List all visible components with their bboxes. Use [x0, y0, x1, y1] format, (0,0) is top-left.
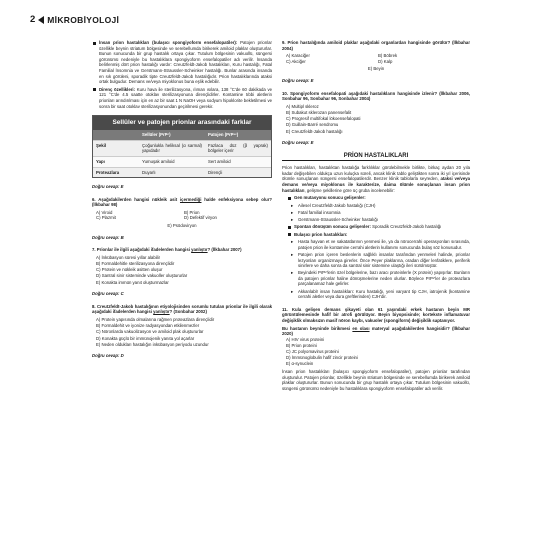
table-header-cell [93, 130, 139, 140]
options-q10 [282, 104, 470, 134]
option[interactable]: D) Santral sinir sisteminde vakuoller oluştururlar [96, 273, 188, 279]
table-header-row [93, 130, 271, 140]
group-text: Sporadik Creutzfeldt-Jakob hastalığı [372, 224, 442, 230]
bullet-title: Direnç özellikleri: [99, 86, 136, 92]
option[interactable]: D) Guillain-Barré sendromu [286, 122, 339, 128]
triangle-icon [38, 16, 44, 24]
table-title: Sellüler ve patojen prionlar arasındaki farklar [93, 116, 271, 130]
option[interactable]: D) Konakta güçlü bir immünojenik yanıta yol açarlar [96, 335, 195, 341]
question-emphasis: en olası [352, 325, 370, 331]
question-9: 9. Prion hastalığında amiloid plaklar aşağıdaki organlardan hangisinde görülür? (İlkbahar 2004) [282, 40, 470, 51]
question-8 [92, 304, 272, 315]
question-text: halde enfeksiyona sebep olur? (İlkbahar 98) [92, 196, 272, 208]
option[interactable]: C) Nöronlarda vakuolizasyon ve amiloid plak oluştururlar [96, 329, 204, 335]
answer-value: E [310, 77, 314, 83]
option[interactable]: E) Psödoviryon [167, 223, 197, 229]
table-cell: Dirençli [208, 169, 223, 175]
list-item: ▸ Beyindeki PrPᶜ'lerin özel bölgelerine, bazı aracı proteinlerle (X protein) yapışırlar. Bunların da patojen prionlar haline dönüşmelerine neden olurlar. Böylece PrPᶜ'ler de proteazlara parçalanamaz hale gelirler. [282, 270, 470, 287]
table-cell: Sert amiloid [208, 158, 231, 164]
table-row [93, 140, 271, 156]
question-text: 6. Aşağıdakilerden hangisi nükleik asit [92, 196, 180, 202]
option[interactable]: A) Multipl skleroz [286, 103, 319, 109]
genetic-group [282, 195, 470, 201]
question-10: 10. Spongiyoform ensefalopati aşağıdaki hastalıkların hangisinde izlenir? (İlkbahar 2006, Sonbahar 96, Sonbahar 96, Sonbahar 2004) [282, 90, 470, 102]
question-emphasis: yanlıştır [191, 247, 208, 253]
options-q6 [92, 210, 272, 221]
option[interactable]: E) α-synuclein [286, 361, 314, 367]
table-header-cell: Sellüler (PrPᶜ) [142, 132, 171, 138]
question-emphasis: yanlıştır [153, 309, 170, 315]
option[interactable]: B) Formaldehitle sterilizasyona dirençlidir [96, 261, 175, 267]
option[interactable]: A) Viroid [96, 209, 113, 215]
answer-label: Doğru cevap: [92, 234, 120, 240]
answer-line [282, 140, 470, 146]
option[interactable]: E) Konakta immün yanıt oluşturmazlar [96, 279, 169, 285]
option[interactable]: C) JC polyomavirus proteini [286, 349, 339, 355]
list-item: ▸ Patojen prion içeren beslenlerin sağlıklı insanlar tarafından yenmeleri halinde, prionlar lezyonları organizmaya girerler. Önce Peyer plaklarına, oradan diğer lenfatiklere, periferik sinirlere ve daha sonra da santral sinir sistemine ulaştığı ileri sürülmüştür. [282, 252, 470, 269]
answer-label: Doğru cevap: [92, 184, 120, 190]
table-cell: Fazlaca düz (β yaprak) bölgeler içerir [208, 142, 268, 154]
option[interactable]: A) İnkübasyon süresi yıllar alabilir [96, 254, 161, 260]
answer-value: D [120, 353, 124, 359]
section-intro [282, 165, 470, 193]
answer-line [282, 78, 470, 84]
closing-paragraph: İnsan prion hastalıkları (bulaşıcı spongiyoform ensefalopatiler), patojen prionlar tarafından oluşturulur. Patojen prionlar, özellikle beynin striatum bölgesinde ve serebellumda birikerek amiloid plaklar oluştururlar. Bunun sonucunda bir grup hastalık ortaya çıkar. Tutulum bölgesinin vakuollü, süngersi görünümü nedeniyle bu hastalıklara spongiyoform ensefalopatiler adı verilir. [282, 369, 470, 391]
question-text: 8. Creutzfeldt-Jakob hastalığının etiyolojisinden sorumlu tutulan prionlar ile ilgili olarak aşağıdaki ifadelerden hangisi [92, 303, 272, 315]
answer-value: B [120, 234, 124, 240]
option[interactable]: B) Formaldehit ve iyonize radyasyondan etkilenmezler [96, 323, 200, 329]
question-6 [92, 197, 272, 208]
list-item: ▸ Akkanlablr insan hastalıkları: Kuru hastalığı, yeni varyant tip CJH, iatrojenik (kontamine cerrahi aletler veya dura greftlerinden) CJH'dir. [282, 289, 470, 300]
intro-emphasis: ataksi ve/veya demans ve/veya miyoklonus ile karakterize, daima ölümle sonuçlanan insan prion hastalıkları [282, 176, 470, 193]
option[interactable]: D) İmmünoglobulin hafif zincir proteini [286, 355, 358, 361]
bullet-text: Kuru hava ile sterilizasyona, ılıman ısılara, 138 °C'de 60 dakikada ve 121 °C'de 4.5 saatte otoklav sterilizasyonuna dirençlidirler. Kontamine tıbbi aletlerin prionları arındırılması için en az bir saat 1 N NaOH veya sodyum hipoklorite bekletilmesi ve sonra bir saat otoklav sterilizasyonundan geçirilmesi gerekir. [99, 86, 272, 109]
option[interactable]: E) Neden oldukları hastalığın inkübasyon periyodu uzundur [96, 341, 209, 347]
row-label: Yapı [96, 158, 105, 164]
option[interactable]: C) Plazmit [96, 215, 116, 221]
option[interactable]: B) Subakut sklerozan panensefalit [286, 109, 352, 115]
question-emphasis: içermediği [179, 196, 202, 202]
table-cell: Çoğunlukla heliksal (α sarmal) yapıdadır [142, 142, 202, 154]
row-label: Proteazlara [96, 169, 120, 175]
option[interactable]: C) Protein ve nükleik asitten oluşur [96, 267, 163, 273]
row-label: Şekil [96, 142, 107, 148]
answer-line [92, 184, 272, 190]
option[interactable]: B) Böbrek [378, 53, 398, 59]
option[interactable]: C) Akciğer [286, 58, 306, 64]
intro-text: Prion hastalıkları, hastalıktan hastalığa farklılıklar görülebilmekle birlikte, birkaç aydan 20 yıla kadar değişebilen oldukça uzun kuluçka süreli, ancak klinik tablo geliştikten sonra iki yıl içerisinde ölümle sonuçlanan süngersi ensefalopatilerdir. Benzer klinik tablolarla seyreden, [282, 165, 470, 182]
page-number: 2 [30, 14, 36, 25]
option[interactable]: B) Prion [184, 209, 200, 215]
acquired-group [282, 232, 470, 238]
option[interactable]: C) Progresif multifokal lökoensefalopati [286, 116, 361, 122]
table-header-cell: Patojen (PrPˢᶜ) [208, 132, 239, 138]
sporadic-group [282, 224, 470, 230]
options-q8 [92, 317, 272, 347]
answer-label: Doğru cevap: [92, 353, 120, 359]
question-text: Bu hastanın beyninde birikmesi [282, 325, 353, 331]
question-11-stem [282, 326, 470, 337]
page-header [30, 14, 119, 25]
bullet-resistance [92, 87, 272, 109]
table-row [93, 156, 271, 167]
right-column [282, 40, 470, 393]
table-row [93, 167, 271, 178]
question-11 [282, 307, 470, 324]
option[interactable]: D) Kalp [378, 58, 393, 64]
answer-label: Doğru cevap: [282, 140, 310, 146]
option[interactable]: A) Karaciğer [286, 53, 310, 59]
bullet-prion-diseases [92, 40, 272, 85]
section-title: PRİON HASTALIKLARI [282, 154, 470, 162]
question-text: ? (Sonbahar 2002) [169, 309, 207, 315]
bullet-title: İnsan prion hastalıkları (bulaşıcı spongiyoform ensefalopatiler): [99, 40, 238, 45]
group-label: Bulaşıcı prion hastalıkları: [294, 231, 348, 237]
list-item: ▸ Gerstmann-Straussler-Scheinker hastalığı [282, 217, 470, 223]
left-column [92, 40, 272, 363]
question-text: materyal aşağıdakilerden hangisidir? (İlkbahar 2020) [282, 325, 470, 337]
options-q7 [92, 255, 272, 285]
list-item: ▸ Hasta hayvan et ve sakatatlarının yenmesi ile, ya da nörocerrahi operasyonları sırasında, patojen prion ile kontamine cerrahi aletlerin kullanımı sonucunda bulaş söz konusudur. [282, 239, 470, 250]
group-label: Spontan dönüşüm sonucu gelişenler: [294, 224, 371, 230]
table-cell: Yumuşak amiloid [142, 158, 175, 164]
answer-line [92, 353, 272, 359]
answer-label: Doğru cevap: [282, 77, 310, 83]
prion-comparison-table [92, 115, 272, 178]
option[interactable]: B) Prion proteini [286, 342, 317, 348]
option[interactable]: E) Beyin [367, 66, 385, 72]
list-item: ▸ Fatal familial insomnia [282, 210, 470, 216]
question-text: 11. Kula gelişen demans şikayeti olan 61 yaşındaki erkek hastanın beyin MR görüntülemesinde hafif bir atrofi görülüyor. Beyin biyopsisinde; kortekste inflamatuvar değişiklik olmaksızın masif nöron kaybı, vakuoler (spongiform) değişiklik saptanıyor. [282, 306, 470, 323]
answer-line [92, 235, 272, 241]
question-7 [92, 247, 272, 253]
list-item: ▸ Ailesel Creutzfeldt-Jakob hastalığı (CJH) [282, 203, 470, 209]
option[interactable]: D) Defektif viryon [184, 215, 217, 221]
group-label: Gen mutasyonu sonucu gelişenler: [294, 195, 366, 201]
option[interactable]: A) Protein yapısında olmalarına rağmen proteazlara dirençlidir [96, 316, 215, 322]
option[interactable]: A) HIV virus proteini [286, 336, 325, 342]
page-title: MİKROBİYOLOJİ [47, 14, 120, 25]
bullet-text: Patojen prionlar özellikle beynin striatum bölgesinde ve serebellumda birikerek amiloid plaklar oluştururlar. Bunun sonucunda bir grup hastalık ortaya çıkar. Tutulum bölgesinin vakuollü, süngersi görünümü nedeniyle bu hastalıklara spongiyoform ensefalopatiler adı verilir. İnsanda belirlenmiş dört prion hastalığı vardır: Creutzfeldt-Jakob hastalıkları, Kuru hastalığı, Fatal Familial İnsomnia ve Gerstmann-Straussler-Scheinker hastalığı. Bunlar arasında insanda en sık görüleni, sporadik tipte Creutzfeldt-Jakob hastalığıdır. Prion hastalıklarında ataksi ortak bulgudur. Demans ve/veya miyoklonus buna eşlik edebilir. [99, 40, 272, 85]
answer-value: E [120, 184, 124, 190]
options-q9 [282, 53, 470, 64]
answer-value: E [310, 140, 314, 146]
answer-line [92, 291, 272, 297]
options-q11 [282, 337, 470, 367]
answer-label: Doğru cevap: [92, 291, 120, 297]
answer-value: C [120, 291, 124, 297]
question-text: ? (İlkbahar 2007) [207, 247, 242, 253]
table-cell: Duyarlı [142, 169, 156, 175]
question-text: 7. Prionlar ile ilgili aşağıdaki ifadelerden hangisi [92, 247, 192, 253]
option[interactable]: E) Creutzfeldt-Jakob hastalığı [286, 128, 343, 134]
intro-text: , gelişme şekillerine göre üç gruba incelenebilir: [304, 187, 395, 193]
